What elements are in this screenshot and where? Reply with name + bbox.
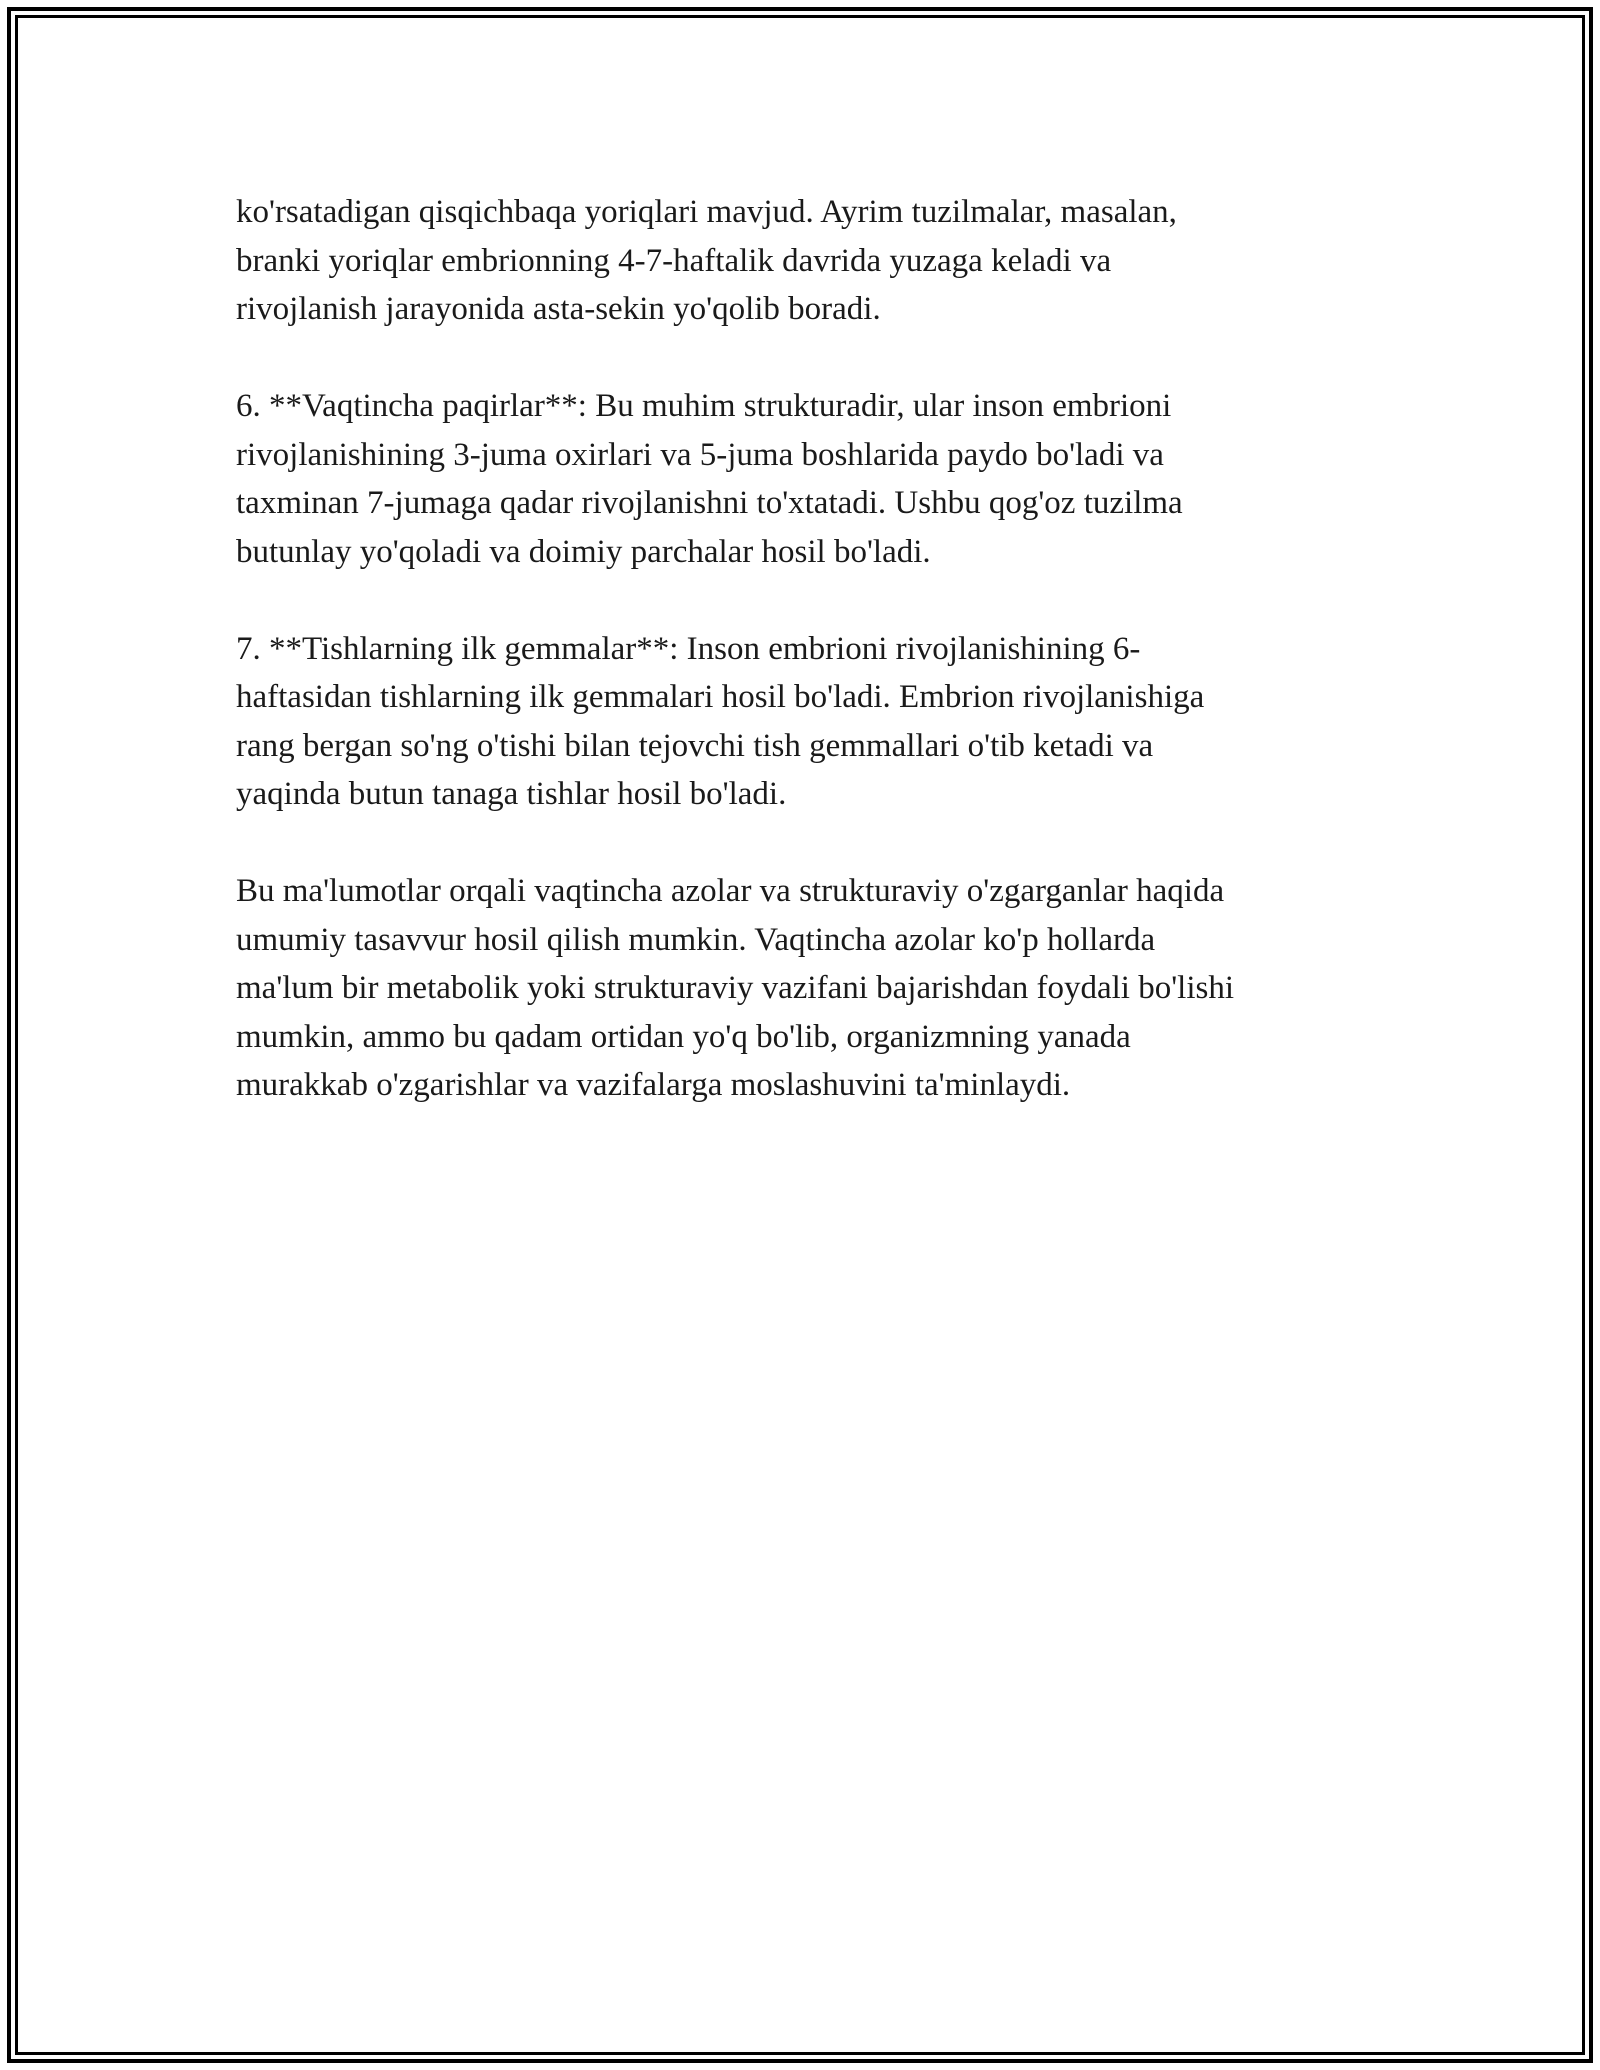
text-line: rivojlanish jarayonida asta-sekin yo'qolib boradi. [236, 291, 881, 327]
text-line: rivojlanishining 3-juma oxirlari va 5-juma boshlarida paydo bo'ladi va [236, 436, 1164, 473]
paragraph-gap [236, 819, 1386, 868]
paragraph-gap [236, 334, 1386, 383]
document-body [236, 188, 1386, 1110]
text-line: taxminan 7-jumaga qadar rivojlanishni to'xtatadi. Ushbu qog'oz tuzilma [236, 485, 1183, 521]
paragraph-conclusion [236, 867, 1386, 1110]
text-line: branki yoriqlar embrionning 4-7-haftalik davrida yuzaga keladi va [236, 242, 1112, 279]
text-line: 7. **Tishlarning ilk gemmalar**: Inson embrioni rivojlanishining 6- [236, 630, 1141, 667]
text-line: haftasidan tishlarning ilk gemmalari hosil bo'ladi. Embrion rivojlanishiga [236, 679, 1205, 715]
paragraph-item-7 [236, 625, 1386, 819]
text-line: yaqinda butun tanaga tishlar hosil bo'ladi. [236, 776, 787, 812]
text-line: 6. **Vaqtincha paqirlar**: Bu muhim strukturadir, ular inson embrioni [236, 388, 1172, 424]
text-line: mumkin, ammo bu qadam ortidan yo'q bo'lib, organizmning yanada [236, 1018, 1131, 1055]
paragraph-continuation [236, 188, 1386, 334]
text-line: rang bergan so'ng o'tishi bilan tejovchi tish gemmallari o'tib ketadi va [236, 727, 1154, 764]
paragraph-item-6 [236, 382, 1386, 576]
text-line: murakkab o'zgarishlar va vazifalarga moslashuvini ta'minlaydi. [236, 1067, 1071, 1103]
text-line: ko'rsatadigan qisqichbaqa yoriqlari mavjud. Ayrim tuzilmalar, masalan, [236, 194, 1177, 230]
text-line: umumiy tasavvur hosil qilish mumkin. Vaqtincha azolar ko'p hollarda [236, 921, 1156, 958]
text-line: Bu ma'lumotlar orqali vaqtincha azolar va strukturaviy o'zgarganlar haqida [236, 873, 1225, 909]
text-line: butunlay yo'qoladi va doimiy parchalar hosil bo'ladi. [236, 533, 931, 570]
text-line: ma'lum bir metabolik yoki strukturaviy vazifani bajarishdan foydali bo'lishi [236, 970, 1235, 1006]
paragraph-gap [236, 576, 1386, 625]
